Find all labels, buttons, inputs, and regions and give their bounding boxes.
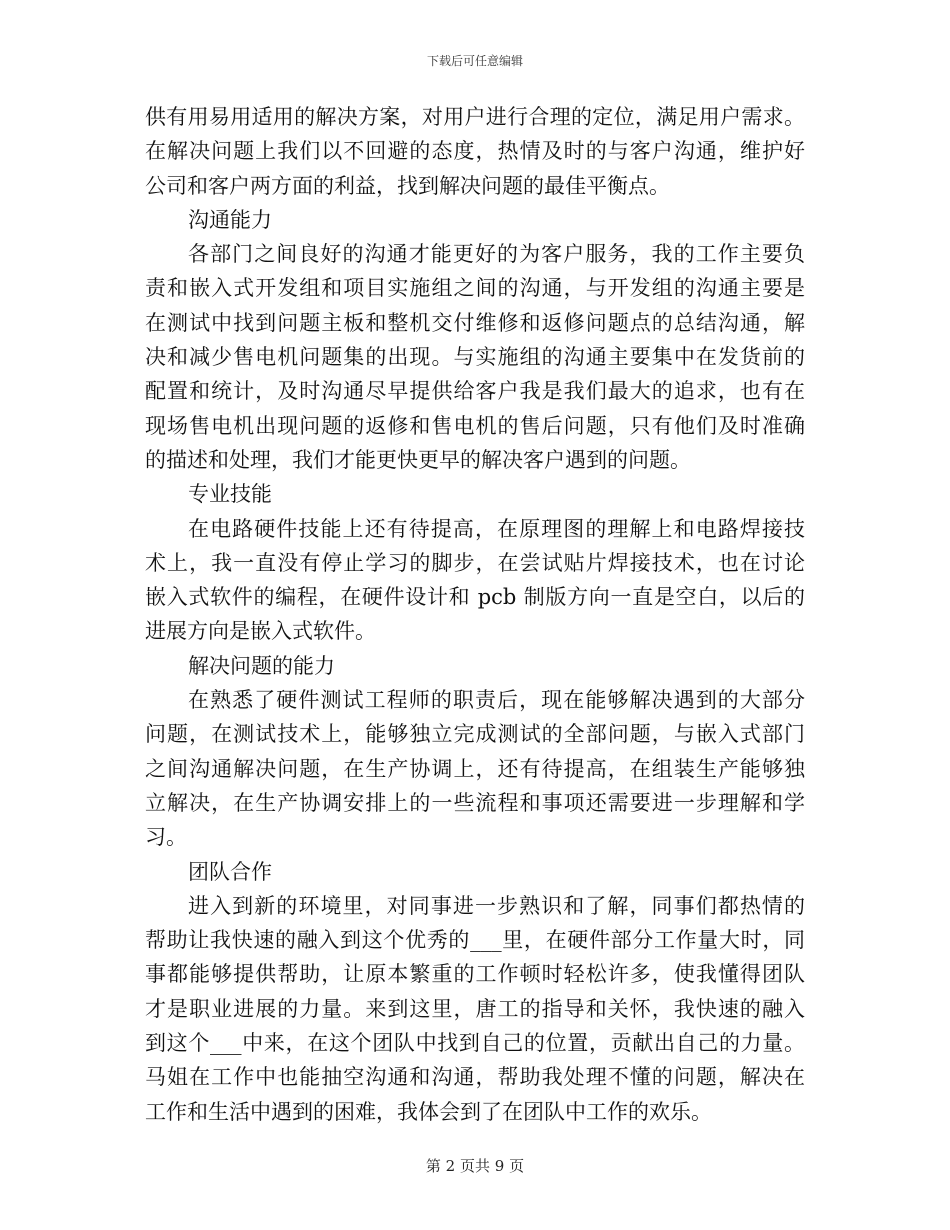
- paragraph-line: 在测试中找到问题主板和整机交付维修和返修问题点的总结沟通，解: [145, 310, 805, 335]
- paragraph-line: 决和减少售电机问题集的出现。与实施组的沟通主要集中在发货前的: [145, 345, 805, 370]
- paragraph-line: 习。: [145, 825, 187, 850]
- paragraph-line: 供有用易用适用的解决方案，对用户进行合理的定位，满足用户需求。: [145, 105, 805, 129]
- paragraph-line: 现场售电机出现问题的返修和售电机的售后问题，只有他们及时准确: [145, 413, 805, 438]
- paragraph-line: 术上，我一直没有停止学习的脚步，在尝试贴片焊接技术，也在讨论: [145, 550, 805, 575]
- paragraph-line: 到这个___中来，在这个团队中找到自己的位置，贡献出自己的力量。: [145, 1031, 805, 1056]
- section-heading: 沟通能力: [188, 207, 272, 232]
- paragraph-line: 马姐在工作中也能抽空沟通和沟通，帮助我处理不懂的问题，解决在: [145, 1065, 805, 1090]
- paragraph-line: 在解决问题上我们以不回避的态度，热情及时的与客户沟通，维护好: [145, 139, 805, 164]
- paragraph-line: 配置和统计，及时沟通尽早提供给客户我是我们最大的追求，也有在: [145, 379, 805, 404]
- paragraph-line: 进展方向是嵌入式软件。: [145, 619, 376, 644]
- paragraph-line: 在熟悉了硬件测试工程师的职责后，现在能够解决遇到的大部分: [188, 688, 805, 713]
- paragraph-line: 之间沟通解决问题，在生产协调上，还有待提高，在组装生产能够独: [145, 756, 805, 781]
- paragraph-line: 在电路硬件技能上还有待提高，在原理图的理解上和电路焊接技: [188, 516, 805, 541]
- section-heading: 团队合作: [188, 859, 272, 884]
- document-body: [145, 100, 805, 1129]
- paragraph-line: 工作和生活中遇到的困难，我体会到了在团队中工作的欢乐。: [145, 1099, 712, 1124]
- paragraph-line: 嵌入式软件的编程，在硬件设计和 pcb 制版方向一直是空白，以后的: [145, 585, 805, 610]
- paragraph-line: 立解决，在生产协调安排上的一些流程和事项还需要进一步理解和学: [145, 790, 805, 815]
- paragraph-line: 各部门之间良好的沟通才能更好的为客户服务，我的工作主要负: [188, 242, 805, 267]
- paragraph-line: 问题，在测试技术上，能够独立完成测试的全部问题，与嵌入式部门: [145, 722, 805, 747]
- page-header-note: 下载后可任意编辑: [426, 54, 523, 68]
- paragraph-line: 责和嵌入式开发组和项目实施组之间的沟通，与开发组的沟通主要是: [145, 276, 805, 301]
- paragraph-line: 事都能够提供帮助，让原本繁重的工作顿时轻松许多，使我懂得团队: [145, 962, 805, 987]
- section-heading: 解决问题的能力: [188, 653, 335, 678]
- section-heading: 专业技能: [188, 482, 272, 507]
- paragraph-line: 才是职业进展的力量。来到这里，唐工的指导和关怀，我快速的融入: [145, 996, 805, 1021]
- paragraph-line: 的描述和处理，我们才能更快更早的解决客户遇到的问题。: [145, 447, 691, 472]
- paragraph-line: 公司和客户两方面的利益，找到解决问题的最佳平衡点。: [145, 173, 670, 198]
- page-number: 第 2 页共 9 页: [425, 1157, 525, 1175]
- paragraph-line: 进入到新的环境里，对同事进一步熟识和了解，同事们都热情的: [188, 893, 805, 918]
- paragraph-line: 帮助让我快速的融入到这个优秀的___里，在硬件部分工作量大时，同: [145, 928, 805, 953]
